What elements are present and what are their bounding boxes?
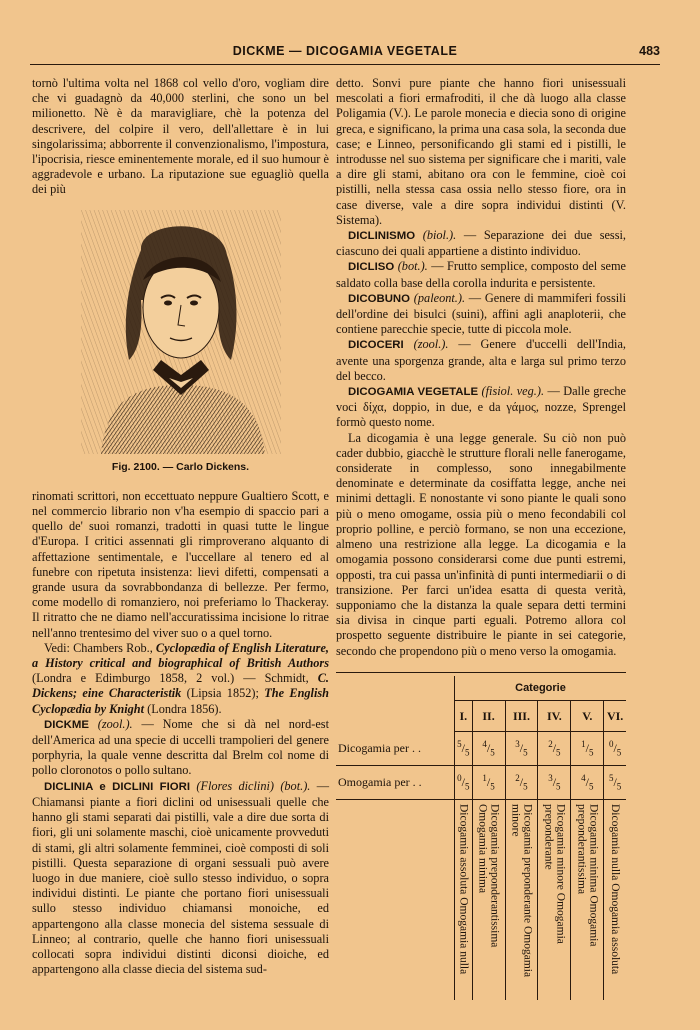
table-header: Categorie (455, 676, 627, 701)
entry-dickme: DICKME (zool.). — Nome che si dà nel nord-est dell'America ad una specie di uccelli trampolieri del genere porphyria, la quale venne descritta dal Brelm col nome di pollo cloronotos o pollo sultano. (32, 716, 330, 778)
entry-dicogamia: DICOGAMIA VEGETALE (fisiol. veg.). — Dalle greche voci δίχα, doppio, in due, e da γάμος, nozze, Sprengel formò questo nome. (336, 384, 627, 430)
category-description: Dicogamia minima Omogamia preponderantissima (571, 800, 604, 1001)
table-cell: $^2/_5$ (505, 766, 538, 800)
table-row (336, 766, 626, 800)
paragraph: La dicogamia è una legge generale. Su ciò non può cader dubbio, giacchè le strutture florali nelle fanerogame, considerate in complesso, sono innegabilmente denominate e determinate da cosiffatta legge, anche nei minimi dettagli. E nonostante vi sono piante le quali sono più o meno omogame, ossia più o meno fecondabili col proprio polline, e perciò formano, se non una eccezione, almeno una restrizione alla legge. La dicogamia e la omogamia possono considerarsi come due punti estremi, opposti, tra cui passa un'infinità di punti intermediarii o di transizione. Per farci un'idea esatta di questa verità, supponiamo che la distanza la quale separa detti termini sia divisa in cinque parti eguali. Potremo allora col prospetto seguente distribuire le piante in sei categorie, secondo che propendono più o meno verso la omogamia. (336, 430, 626, 658)
table-cell: $^3/_5$ (505, 732, 538, 766)
table-corner (336, 676, 455, 732)
table-cell: $^5/_5$ (604, 766, 626, 800)
table-cell: $^4/_5$ (571, 766, 604, 800)
column-header: VI. (604, 701, 626, 732)
table-cell: $^4/_5$ (472, 732, 505, 766)
paragraph: detto. Sonvi pure piante che hanno fiori unisessuali mescolati a fiori ermafroditi, il che dà luogo alla classe Poligamia (V.). Le parole monecia e diecia sono di origine greca, e significano, la prima una casa sola, la seconda due case; e Linneo, personificando gli stami ed i pistilli, le introdusse nel suo sistema per significare che i mariti, vale a dire gli stami, abitano ora con le femmine, cioè coi pistilli, nella stessa casa ossia nello stesso fiore, ora in case diverse, vale a dire sopra individui distinti (V. Sistema). (336, 76, 626, 227)
table-cell: $^5/_5$ (455, 732, 473, 766)
portrait-engraving (81, 210, 281, 454)
table-cell: $^1/_5$ (571, 732, 604, 766)
category-description: Dicogamia assoluta Omogamia nulla (455, 800, 473, 1001)
running-title: DICKME — DICOGAMIA VEGETALE (232, 44, 458, 58)
table-cell: $^3/_5$ (538, 766, 571, 800)
entry-diclinia: DICLINIA e DICLINI FIORI (Flores diclini) (bot.). — Chiamansi piante a fiori diclini od unisessuali quelle che hanno gli stami separati dai pistilli, vale a dire due sorta di fiori, gli uni solamente maschi, cioè unicamente provveduti di stami, gli altri solamente femminei, cioè composti di soli pistilli. Questa separazione di organi sessuali può avere luogo in due maniere, cioè sullo stesso individuo, o sopra individui distinti. Le piante che portano fiori unisessuali sullo stesso individuo chiamansi monoiche, ed appartengono alla classe monecia del sistema sessuale di Linneo; al contrario, quelle che hanno fiori unisessuali collocati sopra individui distinti diconsi dioiche, ed appartengono alla classe diecia del sistema sud- (32, 778, 330, 977)
paragraph: rinomati scrittori, non eccettuato neppure Gualtiero Scott, e nel commercio librario non v'ha esempio di spaccio pari a quello de' suoi romanzi, tradotti in quasi tutte le lingue d'Europa. I critici assennati gli rimproverano alquanto di affettazione sentimentale, e l'uccellare al tenero ed al funebre con ripetuta insistenza: lievi difetti, compensati a grande usura da sovrabbondanza di bellezze. Per fermo, come modello di romanziero, noi preferiamo lo Thackeray. Il ritratto che ne diamo nell'accuratissima incisione lo ritrae nell'anno trentesimo del viver suo o a quel torno. (32, 488, 329, 640)
entry-dicobuno: DICOBUNO (paleont.). — Genere di mammiferi fossili dell'ordine dei bisulci (suini), affini agli anaploterii, che contiene parecchie specie, tutte di piccola mole. (336, 290, 626, 337)
bibliography: Vedi: Chambers Rob., Cyclopædia of English Literature, a History critical and biographical of British Authors (Londra e Edimburgo 1858, 2 vol.) — Schmidt, C. Dickens; eine Characteristik (Lipsia 1852); The English Cyclopædia by Knight (Londra 1856). (32, 640, 330, 716)
column-header: IV. (538, 701, 571, 732)
left-column (32, 76, 329, 977)
row-label: Omogamia per . . (336, 766, 455, 800)
right-column (336, 76, 626, 659)
page-header (30, 44, 660, 65)
paragraph: tornò l'ultima volta nel 1868 col vello d'oro, vogliam dire che vi guadagnò da 40,000 sterlini, che sono un bel milionetto. Nè è da maravigliare, chè la potenza del descrivere, del colpire il vero, dell'allettare è in lui singolarissima; abborrente il convenzionalismo, l'impostura, l'ipocrisia, riesce eminentemente morale, ed il suo humour è aggradevole e urbano. La riputazione sue eguagliò quella dei più (32, 76, 329, 197)
entry-diclinismo: DICLINISMO (biol.). — Separazione dei due sessi, ciascuno dei quali appartiene a distinto individuo. (336, 228, 626, 259)
table-cell: $^1/_5$ (472, 766, 505, 800)
entry-dicoceri: DICOCERI (zool.). — Genere d'uccelli dell'India, avente una sporgenza grande, alta e larga sul primo terzo del becco. (336, 337, 626, 383)
category-description: Dicogamia preponderante Omogamia minore (505, 800, 538, 1001)
column-header: II. (472, 701, 505, 732)
categories-table (336, 676, 626, 1000)
row-label: Dicogamia per . . (336, 732, 455, 766)
category-descriptions (336, 800, 626, 1001)
category-description: Dicogamia minore Omogamia preponderante (538, 800, 571, 1001)
category-description: Dicogamia preponderantissima Omogamia minima (472, 800, 505, 1001)
table-cell: $^0/_5$ (604, 732, 626, 766)
table-body (336, 732, 626, 800)
table-cell: $^2/_5$ (538, 732, 571, 766)
page-number: 483 (639, 44, 660, 58)
table-row (336, 732, 626, 766)
table-cell: $^0/_5$ (455, 766, 473, 800)
entry-dicliso: DICLISO (bot.). — Frutto semplice, composto del seme saldato colla base della corolla indurita e persistente. (336, 259, 626, 290)
column-header: III. (505, 701, 538, 732)
column-header: V. (571, 701, 604, 732)
figure-caption: Fig. 2100. — Carlo Dickens. (111, 460, 250, 473)
table-top-rule (336, 672, 626, 673)
category-description: Dicogamia nulla Omogamia assoluta (604, 800, 626, 1001)
column-header: I. (455, 701, 473, 732)
